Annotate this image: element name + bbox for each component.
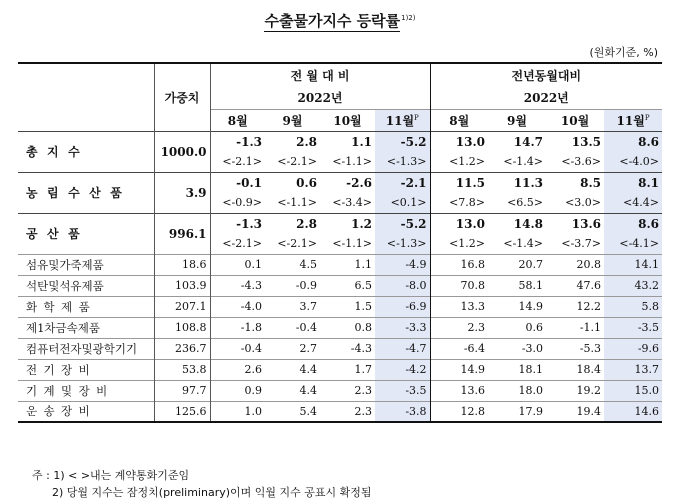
- row-value: -2.1: [375, 172, 430, 193]
- row-value: 20.8: [576, 258, 602, 271]
- row-value: -4.3: [210, 275, 265, 296]
- header-month-prelim: 11월$^P$: [604, 109, 662, 131]
- row-value: 3.7: [299, 300, 317, 313]
- row-value: 4.4: [299, 384, 317, 397]
- row-value: -1.8: [210, 317, 265, 338]
- header-year-mom: 2022년: [210, 87, 430, 109]
- row-value: 13.6: [571, 216, 602, 231]
- header-mom: 전 월 대 비: [210, 63, 430, 87]
- row-label: 화 학 제 품: [26, 299, 92, 314]
- row-value: 2.8: [296, 216, 317, 231]
- header-month-prelim: 11월$^P$: [375, 109, 430, 131]
- row-contract-value: <-1.1>: [277, 196, 317, 210]
- row-value: 4.4: [299, 363, 317, 376]
- row-weight: 1000.0: [154, 131, 210, 172]
- row-value: -4.2: [375, 359, 430, 380]
- row-weight: 18.6: [154, 254, 210, 275]
- row-weight: 53.8: [154, 359, 210, 380]
- row-value: 8.6: [604, 131, 662, 152]
- row-contract-value: <3.0>: [565, 196, 602, 210]
- row-value: 14.9: [430, 359, 488, 380]
- row-value: 19.2: [576, 384, 602, 397]
- row-value: 43.2: [604, 275, 662, 296]
- table-row: [18, 359, 662, 380]
- table-row-main: [18, 172, 662, 193]
- row-value: -1.1: [579, 321, 602, 334]
- table-title: [0, 10, 680, 31]
- row-value: 17.9: [518, 404, 544, 418]
- title-text: 수출물가지수 등락률: [264, 12, 401, 30]
- row-contract-value: <-2.1>: [277, 155, 317, 169]
- row-weight: 236.7: [154, 338, 210, 359]
- row-value: 0.6: [296, 175, 317, 190]
- row-value: -4.9: [375, 254, 430, 275]
- row-value: 19.4: [576, 404, 602, 418]
- row-weight: 125.6: [154, 401, 210, 422]
- row-value: -8.0: [375, 275, 430, 296]
- row-contract-value: <-3.4>: [332, 196, 372, 210]
- row-value: 12.8: [430, 401, 488, 422]
- row-value: 0.6: [525, 321, 544, 334]
- row-value: -4.0: [210, 296, 265, 317]
- row-value: 12.2: [576, 300, 602, 313]
- table-row: [18, 338, 662, 359]
- row-contract-value: <-2.1>: [277, 237, 317, 251]
- row-value: 0.8: [354, 321, 372, 334]
- row-value: 0.1: [210, 254, 265, 275]
- row-value: 18.4: [576, 363, 602, 376]
- row-weight: 996.1: [154, 213, 210, 254]
- row-value: 16.8: [430, 254, 488, 275]
- table-row: [18, 380, 662, 401]
- row-value: -6.4: [430, 338, 488, 359]
- row-contract-value: <4.4>: [604, 193, 662, 213]
- row-value: 8.5: [580, 175, 602, 190]
- row-contract-value: <1.2>: [430, 152, 488, 172]
- row-weight: 207.1: [154, 296, 210, 317]
- header-year-yoy: 2022년: [430, 87, 662, 109]
- row-value: 47.6: [576, 279, 602, 292]
- row-value: 18.0: [518, 384, 544, 397]
- row-value: 6.5: [354, 279, 372, 292]
- row-value: 14.7: [513, 134, 544, 149]
- row-value: 4.5: [299, 258, 317, 271]
- row-value: 5.8: [604, 296, 662, 317]
- row-value: -0.4: [295, 321, 317, 334]
- row-contract-value: <7.8>: [430, 193, 488, 213]
- row-value: 1.0: [210, 401, 265, 422]
- row-value: 2.7: [299, 342, 317, 355]
- row-contract-value: <0.1>: [375, 193, 430, 213]
- row-contract-value: <-4.1>: [604, 234, 662, 254]
- row-weight: 103.9: [154, 275, 210, 296]
- note-2: 2) 당월 지수는 잠정치(preliminary)이며 익월 지수 공표시 확정됨: [52, 486, 372, 499]
- row-value: -9.6: [604, 338, 662, 359]
- table-row-main: [18, 131, 662, 152]
- row-value: 14.9: [518, 300, 544, 313]
- row-value: 15.0: [604, 380, 662, 401]
- table-row: [18, 317, 662, 338]
- row-value: -5.2: [375, 131, 430, 152]
- row-value: 2.3: [354, 404, 372, 418]
- row-value: -4.3: [350, 342, 372, 355]
- header-month: 10월: [560, 113, 590, 128]
- row-label: 석탄및석유제품: [26, 278, 104, 293]
- header-month: 10월: [333, 113, 362, 128]
- note-1: 주 : 1) < >내는 계약통화기준임: [32, 469, 190, 482]
- unit-label: (원화기준, %): [589, 46, 658, 59]
- table-row-main: [18, 213, 662, 234]
- row-value: -5.2: [375, 213, 430, 234]
- row-label: 컴퓨터전자및광학기기: [26, 341, 138, 356]
- row-value: -5.3: [579, 342, 602, 355]
- row-contract-value: <-4.0>: [604, 152, 662, 172]
- header-blank: [18, 63, 154, 131]
- row-contract-value: <-0.9>: [210, 193, 265, 213]
- row-value: -2.6: [346, 175, 372, 190]
- row-value: 70.8: [430, 275, 488, 296]
- table-row: [18, 254, 662, 275]
- header-month: 9월: [507, 113, 527, 128]
- row-value: 13.0: [430, 131, 488, 152]
- row-contract-value: <-1.4>: [503, 155, 544, 169]
- row-value: 1.1: [351, 134, 372, 149]
- header-month: 8월: [210, 109, 265, 131]
- row-value: 13.7: [604, 359, 662, 380]
- header-weight: 가중치: [154, 63, 210, 131]
- table-row: [18, 296, 662, 317]
- table-row: [18, 275, 662, 296]
- row-value: 11.3: [513, 175, 544, 190]
- row-value: -3.8: [375, 401, 430, 422]
- row-value: 13.0: [430, 213, 488, 234]
- row-value: 1.7: [354, 363, 372, 376]
- row-value: -3.5: [604, 317, 662, 338]
- row-label: 기 계 및 장 비: [26, 383, 109, 398]
- row-label: 전 기 장 비: [26, 362, 92, 377]
- row-value: 1.2: [351, 216, 372, 231]
- row-value: 1.5: [354, 300, 372, 313]
- row-value: 13.3: [430, 296, 488, 317]
- row-label: 농 림 수 산 품: [26, 186, 125, 200]
- row-contract-value: <-1.1>: [332, 155, 372, 169]
- row-value: -6.9: [375, 296, 430, 317]
- row-label: 운 송 장 비: [26, 404, 92, 419]
- title-footnote-mark: 1)2): [401, 14, 416, 22]
- row-value: 11.5: [430, 172, 488, 193]
- row-contract-value: <6.5>: [507, 196, 544, 210]
- row-contract-value: <-1.3>: [375, 152, 430, 172]
- row-contract-value: <-2.1>: [210, 234, 265, 254]
- row-value: -1.3: [210, 131, 265, 152]
- row-value: -1.3: [210, 213, 265, 234]
- row-value: 14.6: [604, 401, 662, 422]
- row-value: 0.9: [210, 380, 265, 401]
- row-label: 공 산 품: [26, 227, 83, 241]
- row-value: 18.1: [518, 363, 544, 376]
- row-contract-value: <-1.3>: [375, 234, 430, 254]
- row-value: 2.3: [430, 317, 488, 338]
- row-label: 총 지 수: [26, 145, 83, 159]
- row-contract-value: <-3.7>: [561, 237, 602, 251]
- row-value: -0.9: [295, 279, 317, 292]
- header-yoy: 전년동월대비: [430, 63, 662, 87]
- table-row: [18, 401, 662, 422]
- row-value: 2.8: [296, 134, 317, 149]
- row-weight: 108.8: [154, 317, 210, 338]
- header-month: 9월: [282, 113, 303, 128]
- row-contract-value: <1.2>: [430, 234, 488, 254]
- row-value: 20.7: [518, 258, 544, 271]
- row-label: 제1차금속제품: [26, 320, 100, 335]
- header-month: 8월: [430, 109, 488, 131]
- row-value: -3.0: [521, 342, 544, 355]
- row-label: 섬유및가죽제품: [26, 257, 104, 272]
- row-value: 14.1: [604, 254, 662, 275]
- row-contract-value: <-2.1>: [210, 152, 265, 172]
- row-value: -0.4: [210, 338, 265, 359]
- row-contract-value: <-1.4>: [503, 237, 544, 251]
- row-value: 13.6: [430, 380, 488, 401]
- row-value: -4.7: [375, 338, 430, 359]
- row-value: 1.1: [354, 258, 372, 271]
- row-value: 5.4: [299, 404, 317, 418]
- row-value: -3.5: [375, 380, 430, 401]
- row-contract-value: <-1.1>: [332, 237, 372, 251]
- row-value: 14.8: [513, 216, 544, 231]
- row-value: 2.6: [210, 359, 265, 380]
- export-price-index-table: [18, 62, 662, 423]
- row-contract-value: <-3.6>: [561, 155, 602, 169]
- row-value: 58.1: [518, 279, 544, 292]
- row-value: 8.6: [604, 213, 662, 234]
- header-row-groups: [18, 63, 662, 87]
- row-value: -0.1: [210, 172, 265, 193]
- row-value: 13.5: [571, 134, 602, 149]
- row-weight: 3.9: [154, 172, 210, 213]
- row-value: 8.1: [604, 172, 662, 193]
- row-value: -3.3: [375, 317, 430, 338]
- row-weight: 97.7: [154, 380, 210, 401]
- row-value: 2.3: [354, 384, 372, 397]
